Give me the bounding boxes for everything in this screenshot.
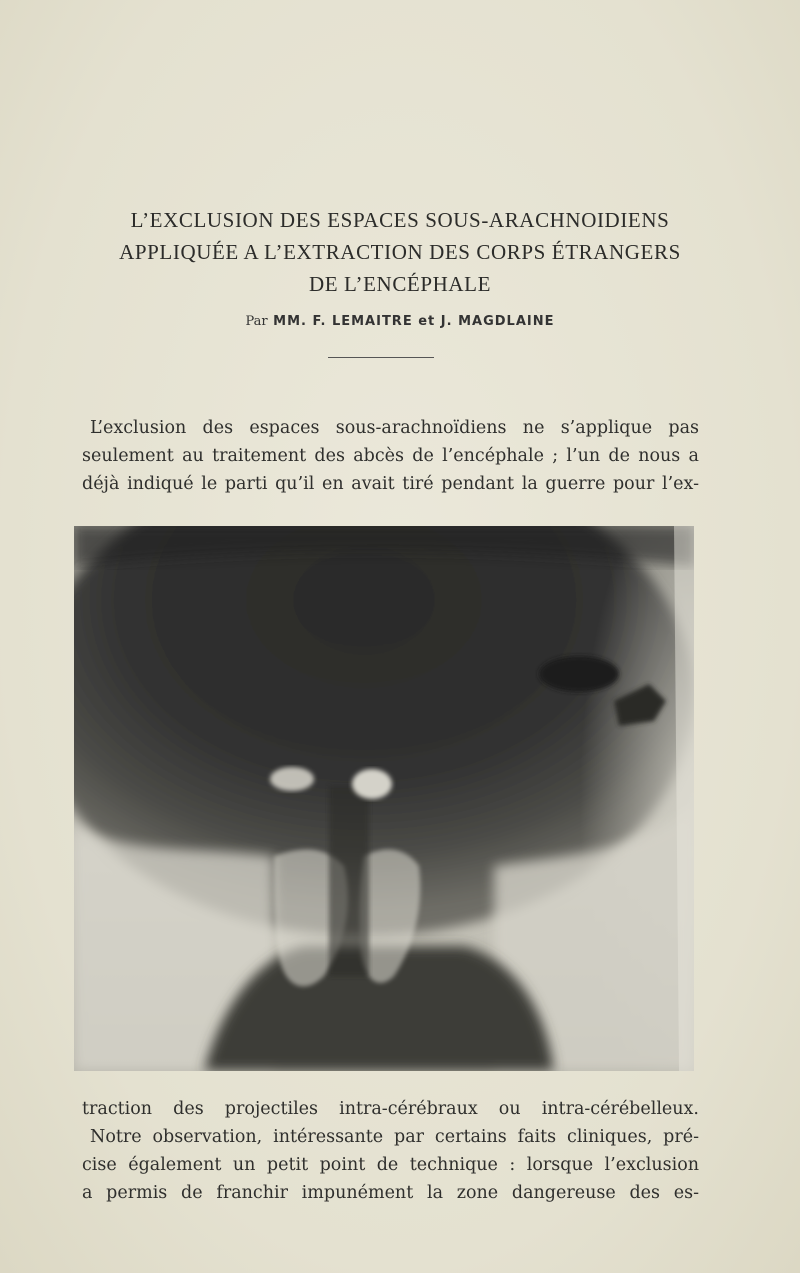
paragraph-1-line: L’exclusion des espaces sous-arachnoïdiens ne s’applique pas [90,418,699,438]
paragraph-2-line: traction des projectiles intra-cérébraux ou intra-cérébelleux. [82,1099,699,1119]
article-title-line-3: DE L’ENCÉPHALE [308,272,492,296]
article-title-line-1: L’EXCLUSION DES ESPACES SOUS-ARACHNOIDIENS [130,208,670,232]
paragraph-2-line: a permis de franchir impunément la zone dangereuse des es- [82,1183,699,1203]
byline-prefix: Par [245,314,268,329]
paragraph-2 [82,1095,699,1207]
byline [40,314,760,329]
paragraph-1-line: déjà indiqué le parti qu’il en avait tiré pendant la guerre pour l’ex- [82,474,699,494]
article-title-line-2: APPLIQUÉE A L’EXTRACTION DES CORPS ÉTRANGERS [119,240,681,264]
paragraph-1-line: seulement au traitement des abcès de l’encéphale ; l’un de nous a [82,446,699,466]
paragraph-2-line: Notre observation, intéressante par certains faits cliniques, pré- [90,1127,699,1147]
paragraph-1 [82,414,699,498]
xray-figure [74,526,694,1071]
paragraph-2-line: cise également un petit point de technique : lorsque l’exclusion [82,1155,699,1175]
byline-authors: MM. F. LEMAITRE et J. MAGDLAINE [273,314,555,329]
title-divider [328,357,434,358]
xray-skull-image [74,526,694,1071]
